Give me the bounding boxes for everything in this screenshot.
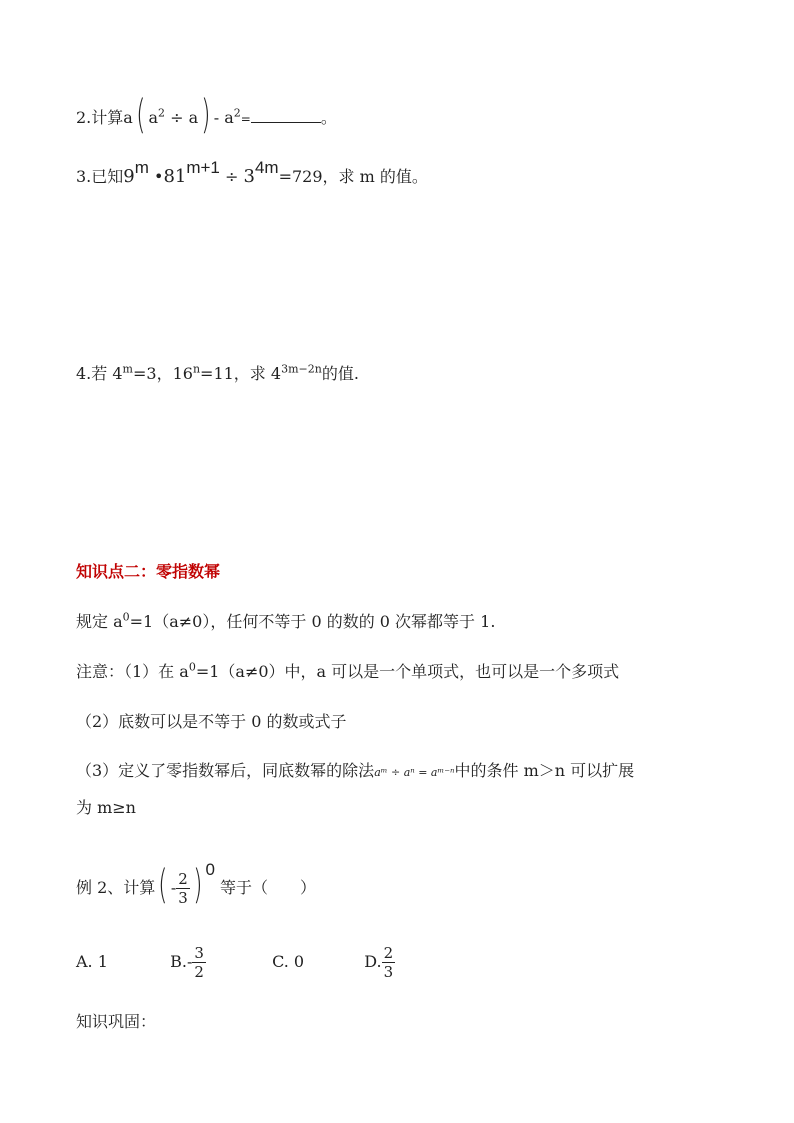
division-formula: aᵐ ÷ aⁿ = aᵐ⁻ⁿ bbox=[374, 766, 455, 779]
answer-blank[interactable] bbox=[251, 108, 321, 123]
left-paren: ( bbox=[135, 92, 146, 138]
question-4: 4.若 $4^m=3$，$16^n=11$，求 $4^{3m-2n}$的值. bbox=[76, 362, 359, 383]
right-paren: ) bbox=[192, 862, 203, 908]
note-2: （2）底数可以是不等于 0 的数或式子 bbox=[76, 712, 347, 731]
options-row bbox=[76, 944, 395, 981]
fraction: $\frac{3}{2}$ bbox=[194, 944, 204, 981]
fraction: $\frac{2}{3}$ bbox=[383, 944, 394, 981]
right-paren: ) bbox=[201, 92, 211, 138]
option-d[interactable]: D. $\frac{2}{3}$ bbox=[364, 944, 394, 981]
fraction: $\frac{2}{3}$ bbox=[178, 870, 188, 907]
option-c[interactable]: C. 0 bbox=[272, 952, 305, 971]
note-1: 注意：（1）在 $a^0=1(a\ne 0)$中，a 可以是一个单项式，也可以是一个多项式 bbox=[76, 660, 620, 681]
section-title: 知识点二：零指数幂 bbox=[76, 562, 221, 581]
option-b[interactable]: B.- $\frac{3}{2}$ bbox=[170, 944, 204, 981]
example-2: 例 2、计算( - $\frac{2}{3}$ ) 0 等于（ ） bbox=[76, 860, 317, 908]
rule-text: 规定 $a^0=1(a\ne 0)$，任何不等于 0 的数的 0 次幂都等于 1. bbox=[76, 610, 496, 631]
left-paren: ( bbox=[158, 862, 168, 908]
option-a[interactable]: A. 1 bbox=[76, 952, 108, 971]
note-3-continued: 为 m≥n bbox=[76, 798, 136, 817]
question-3: 3.已知9m •81m+1 ÷ 34m=729，求 m 的值。 bbox=[76, 158, 428, 187]
note-3: （3）定义了零指数幂后，同底数幂的除法aᵐ ÷ aⁿ = aᵐ⁻ⁿ中的条件 m＞n 可以扩展 bbox=[76, 761, 635, 780]
question-2: 2.计算a( $a^2 \div a) - a^2=$ 。 bbox=[76, 92, 337, 138]
consolidation-heading: 知识巩固： bbox=[76, 1012, 157, 1031]
